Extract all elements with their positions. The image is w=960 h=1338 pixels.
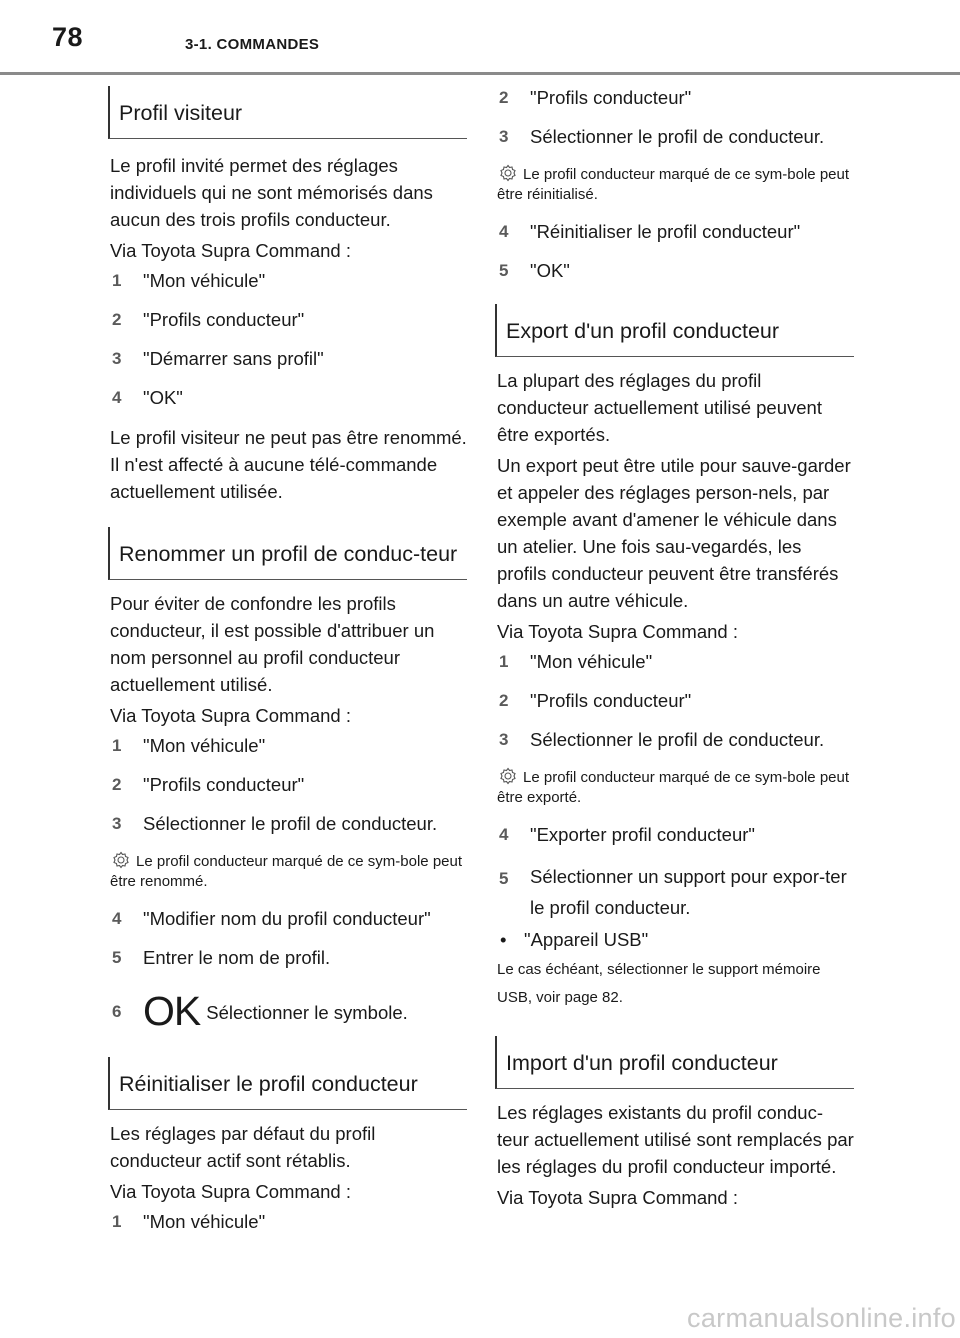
step-number: 2 [499, 691, 509, 710]
step-number: 2 [499, 88, 509, 107]
step-text: Sélectionner un support pour expor-ter le profil conducteur. [530, 866, 847, 918]
paragraph: Le profil visiteur ne peut pas être renommé. Il n'est affecté à aucune télé-commande actuellement utilisée. [110, 427, 467, 502]
paragraph: Un export peut être utile pour sauve-garder et appeler des réglages person-nels, par exemple avant d'amener le véhicule dans un atelier. Une fois sau-vegardés, les profils conducteur peuvent être transférés dans un autre véhicule. [497, 455, 851, 611]
step-item [110, 307, 467, 333]
step-number: 1 [112, 736, 122, 755]
step-text: "Exporter profil conducteur" [530, 824, 755, 845]
step-text: "Réinitialiser le profil conducteur" [530, 221, 801, 242]
step-number: 1 [499, 652, 509, 671]
step-text: "Profils conducteur" [530, 87, 692, 108]
step-text: "Mon véhicule" [143, 1211, 266, 1232]
step-text: "Mon véhicule" [143, 270, 266, 291]
via-line: Via Toyota Supra Command : [497, 1187, 738, 1208]
note-text: Le profil conducteur marqué de ce sym-bole peut être réinitialisé. [497, 166, 850, 203]
step-item [497, 727, 854, 753]
step-number: 5 [499, 869, 509, 888]
right-column [497, 76, 854, 1211]
section-title-renommer: Renommer un profil de conduc-teur [108, 527, 467, 580]
step-number: 4 [112, 388, 122, 407]
via-line: Via Toyota Supra Command : [110, 1181, 351, 1202]
ok-symbol: OK [143, 988, 201, 1034]
step-item [110, 811, 467, 837]
small-note: Le cas échéant, sélectionner le support mémoire USB, voir page 82. [497, 961, 821, 1006]
via-line: Via Toyota Supra Command : [110, 705, 351, 726]
paragraph: Le profil invité permet des réglages individuels qui ne sont mémorisés dans aucun des trois profils conducteur. [110, 155, 433, 230]
paragraph: La plupart des réglages du profil conducteur actuellement utilisé peuvent être exportés. [497, 370, 822, 445]
step-text: Sélectionner le profil de conducteur. [530, 126, 825, 147]
paragraph: Pour éviter de confondre les profils conducteur, il est possible d'attribuer un nom personnel au profil conducteur actuellement utilisé. [110, 593, 435, 695]
step-number: 3 [112, 814, 122, 833]
bullet-item [497, 927, 854, 953]
step-item [497, 258, 854, 284]
step-number: 5 [499, 261, 509, 280]
step-text: "Profils conducteur" [143, 309, 305, 330]
step-list [110, 268, 467, 411]
gear-icon [497, 164, 519, 182]
step-text: "OK" [530, 260, 570, 281]
note-text: Le profil conducteur marqué de ce sym-bole peut être exporté. [497, 769, 850, 806]
step-text: "Profils conducteur" [143, 774, 305, 795]
step-number: 2 [112, 775, 122, 794]
step-number: 3 [499, 127, 509, 146]
step-list [497, 649, 854, 753]
step-list [110, 1209, 467, 1235]
step-item [110, 772, 467, 798]
step-number: 3 [112, 349, 122, 368]
step-list [497, 85, 854, 150]
step-text: "OK" [143, 387, 183, 408]
step-text: "Modifier nom du profil conducteur" [143, 908, 431, 929]
step-item [110, 733, 467, 759]
gear-icon [110, 851, 132, 869]
step-text: Sélectionner le profil de conducteur. [143, 813, 438, 834]
note [110, 851, 467, 892]
step-item [110, 346, 467, 372]
step-item [110, 268, 467, 294]
via-line: Via Toyota Supra Command : [497, 621, 738, 642]
step-item [497, 649, 854, 675]
paragraph: Les réglages existants du profil conduc-teur actuellement utilisé sont remplacés par les réglages du profil conducteur importé. [497, 1102, 854, 1177]
section-title-import: Import d'un profil conducteur [495, 1036, 854, 1089]
section-title-export: Export d'un profil conducteur [495, 304, 854, 357]
step-text: Entrer le nom de profil. [143, 947, 331, 968]
step-number: 2 [112, 310, 122, 329]
step-number: 1 [112, 271, 122, 290]
step-text: "Mon véhicule" [143, 735, 266, 756]
step-number: 3 [499, 730, 509, 749]
bullet-dot: • [500, 929, 507, 950]
step-item [110, 1209, 467, 1235]
step-text: "Démarrer sans profil" [143, 348, 324, 369]
step-item [497, 219, 854, 245]
watermark: carmanualsonline.info [687, 1303, 956, 1333]
step-item [497, 861, 854, 923]
step-item [110, 385, 467, 411]
section-title-reinitialiser: Réinitialiser le profil conducteur [108, 1057, 467, 1110]
step-list [110, 733, 467, 837]
via-line: Via Toyota Supra Command : [110, 240, 351, 261]
step-number: 4 [499, 825, 509, 844]
step-item [497, 85, 854, 111]
step-item [497, 688, 854, 714]
step-item [110, 945, 467, 971]
page-number: 78 [52, 22, 84, 52]
step-text: "Mon véhicule" [530, 651, 653, 672]
step-text: "Profils conducteur" [530, 690, 692, 711]
step-item [497, 822, 854, 848]
section-title-profil-visiteur: Profil visiteur [108, 86, 467, 139]
bullet-text: "Appareil USB" [524, 929, 649, 950]
step-text: Sélectionner le symbole. [206, 1002, 408, 1023]
note-text: Le profil conducteur marqué de ce sym-bole peut être renommé. [110, 853, 463, 890]
note [497, 767, 854, 808]
step-text: Sélectionner le profil de conducteur. [530, 729, 825, 750]
left-column [110, 76, 467, 1235]
step-list [497, 822, 854, 923]
step-item [497, 124, 854, 150]
step-list [497, 219, 854, 284]
step-number: 6 [112, 1002, 122, 1021]
step-list [110, 906, 467, 1034]
note [497, 164, 854, 205]
paragraph: Les réglages par défaut du profil conducteur actif sont rétablis. [110, 1123, 376, 1171]
page-header [0, 0, 960, 76]
step-item [110, 906, 467, 932]
step-number: 4 [112, 909, 122, 928]
step-number: 4 [499, 222, 509, 241]
header-rule [0, 72, 960, 75]
step-number: 1 [112, 1212, 122, 1231]
gear-icon [497, 767, 519, 785]
step-number: 5 [112, 948, 122, 967]
step-item [110, 988, 467, 1034]
chapter-title: 3-1. COMMANDES [185, 36, 320, 53]
